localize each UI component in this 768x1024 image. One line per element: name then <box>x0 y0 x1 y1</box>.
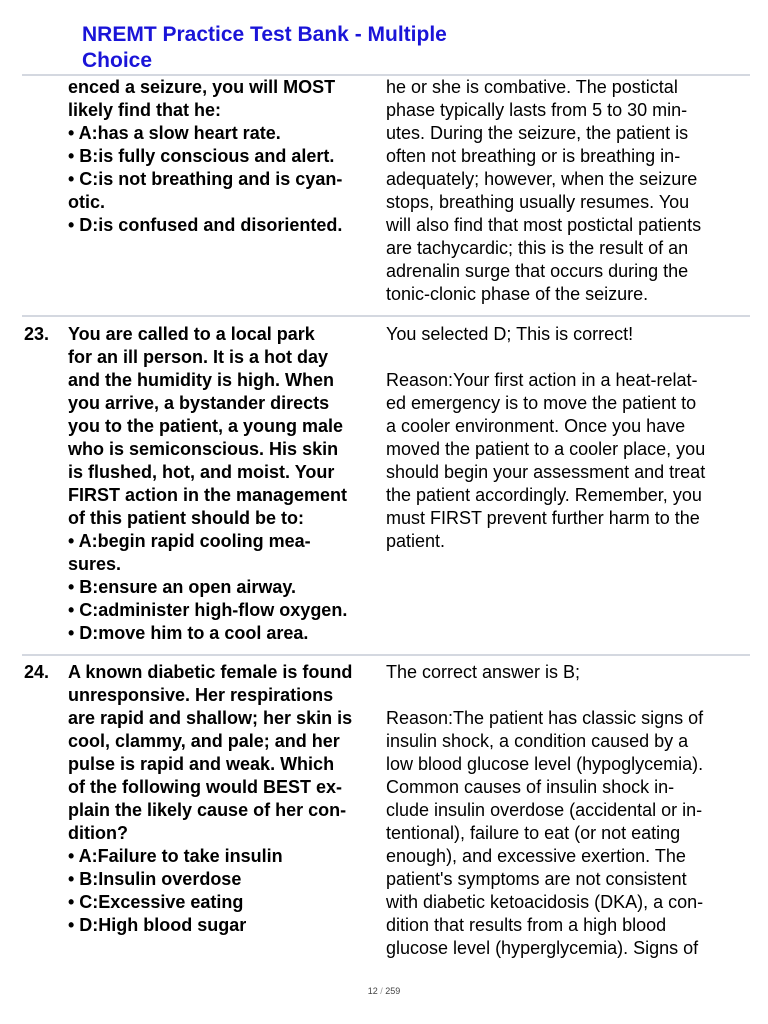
answer-line: phase typically lasts from 5 to 30 min- <box>386 100 688 120</box>
reason-line: moved the patient to a cooler place, you <box>386 439 706 459</box>
header-title-line-2: Choice <box>82 49 153 72</box>
reason-line: patient. <box>386 531 446 551</box>
question-line: are rapid and shallow; her skin is <box>68 708 353 728</box>
answer-23-text <box>386 323 762 553</box>
question-line: likely find that he: <box>68 100 222 120</box>
divider <box>22 654 750 656</box>
reason-line: patient's symptoms are not consistent <box>386 869 687 889</box>
reason-line: the patient accordingly. Remember, you <box>386 485 702 505</box>
answer-line: adequately; however, when the seizure <box>386 169 698 189</box>
reason-line: enough), and excessive exertion. The <box>386 846 686 866</box>
question-line: enced a seizure, you will MOST <box>68 77 336 97</box>
page-header <box>82 22 682 74</box>
reason-line: should begin your assessment and treat <box>386 462 706 482</box>
answer-line: tonic-clonic phase of the seizure. <box>386 284 649 304</box>
reason-line: Reason:The patient has classic signs of <box>386 708 704 728</box>
question-line: FIRST action in the management <box>68 485 348 505</box>
option-d: • D:High blood sugar <box>68 915 247 935</box>
option-d: • D:move him to a cool area. <box>68 623 309 643</box>
question-line: of this patient should be to: <box>68 508 304 528</box>
result-line: You selected D; This is correct! <box>386 324 634 344</box>
option-b: • B:is fully conscious and alert. <box>68 146 335 166</box>
answer-line: are tachycardic; this is the result of an <box>386 238 689 258</box>
reason-line: ed emergency is to move the patient to <box>386 393 697 413</box>
option-b: • B:Insulin overdose <box>68 869 242 889</box>
option-a: • A:Failure to take insulin <box>68 846 283 866</box>
question-line: of the following would BEST ex- <box>68 777 342 797</box>
question-line: unresponsive. Her respirations <box>68 685 334 705</box>
question-line: plain the likely cause of her con- <box>68 800 347 820</box>
question-line: for an ill person. It is a hot day <box>68 347 329 367</box>
reason-line: a cooler environment. Once you have <box>386 416 686 436</box>
answer-line: will also find that most postictal patients <box>386 215 702 235</box>
question-line: dition? <box>68 823 128 843</box>
question-22-text <box>68 76 384 237</box>
reason-line: must FIRST prevent further harm to the <box>386 508 700 528</box>
option-c: • C:is not breathing and is cyan- <box>68 169 343 189</box>
reason-line: Reason:Your first action in a heat-relat- <box>386 370 698 390</box>
option-a: • A:has a slow heart rate. <box>68 123 281 143</box>
reason-line: glucose level (hyperglycemia). Signs of <box>386 938 699 958</box>
answer-24-text <box>386 661 762 960</box>
option-d: • D:is confused and disoriented. <box>68 215 343 235</box>
header-title-line-1: NREMT Practice Test Bank - Multiple <box>82 23 447 46</box>
option-c: • C:administer high-flow oxygen. <box>68 600 348 620</box>
question-line: You are called to a local park <box>68 324 315 344</box>
question-number: 23. <box>24 324 50 344</box>
question-line: you arrive, a bystander directs <box>68 393 330 413</box>
reason-line: dition that results from a high blood <box>386 915 667 935</box>
option-a: • A:begin rapid cooling mea- <box>68 531 311 551</box>
page-indicator <box>0 986 768 996</box>
reason-line: tentional), failure to eat (or not eating <box>386 823 681 843</box>
option-c-continued: otic. <box>68 192 106 212</box>
answer-line: utes. During the seizure, the patient is <box>386 123 689 143</box>
question-number: 24. <box>24 662 50 682</box>
total-pages: 259 <box>385 986 401 996</box>
question-line: is flushed, hot, and moist. Your <box>68 462 335 482</box>
reason-line: insulin shock, a condition caused by a <box>386 731 689 751</box>
answer-line: stops, breathing usually resumes. You <box>386 192 690 212</box>
current-page: 12 <box>367 986 378 996</box>
reason-line: with diabetic ketoacidosis (DKA), a con- <box>386 892 704 912</box>
question-line: and the humidity is high. When <box>68 370 334 390</box>
question-line: you to the patient, a young male <box>68 416 344 436</box>
reason-line: low blood glucose level (hypoglycemia). <box>386 754 704 774</box>
answer-22-text <box>386 76 762 306</box>
option-c: • C:Excessive eating <box>68 892 244 912</box>
answer-line: he or she is combative. The postictal <box>386 77 678 97</box>
reason-line: Common causes of insulin shock in- <box>386 777 675 797</box>
question-line: who is semiconscious. His skin <box>68 439 339 459</box>
reason-line: clude insulin overdose (accidental or in- <box>386 800 703 820</box>
question-line: pulse is rapid and weak. Which <box>68 754 335 774</box>
question-line: cool, clammy, and pale; and her <box>68 731 340 751</box>
answer-line: often not breathing or is breathing in- <box>386 146 681 166</box>
answer-line: adrenalin surge that occurs during the <box>386 261 689 281</box>
page-separator: / <box>380 986 383 996</box>
option-b: • B:ensure an open airway. <box>68 577 297 597</box>
option-a-continued: sures. <box>68 554 122 574</box>
question-24-text <box>68 661 384 937</box>
result-line: The correct answer is B; <box>386 662 581 682</box>
question-line: A known diabetic female is found <box>68 662 353 682</box>
question-23-text <box>68 323 384 645</box>
divider <box>22 315 750 317</box>
